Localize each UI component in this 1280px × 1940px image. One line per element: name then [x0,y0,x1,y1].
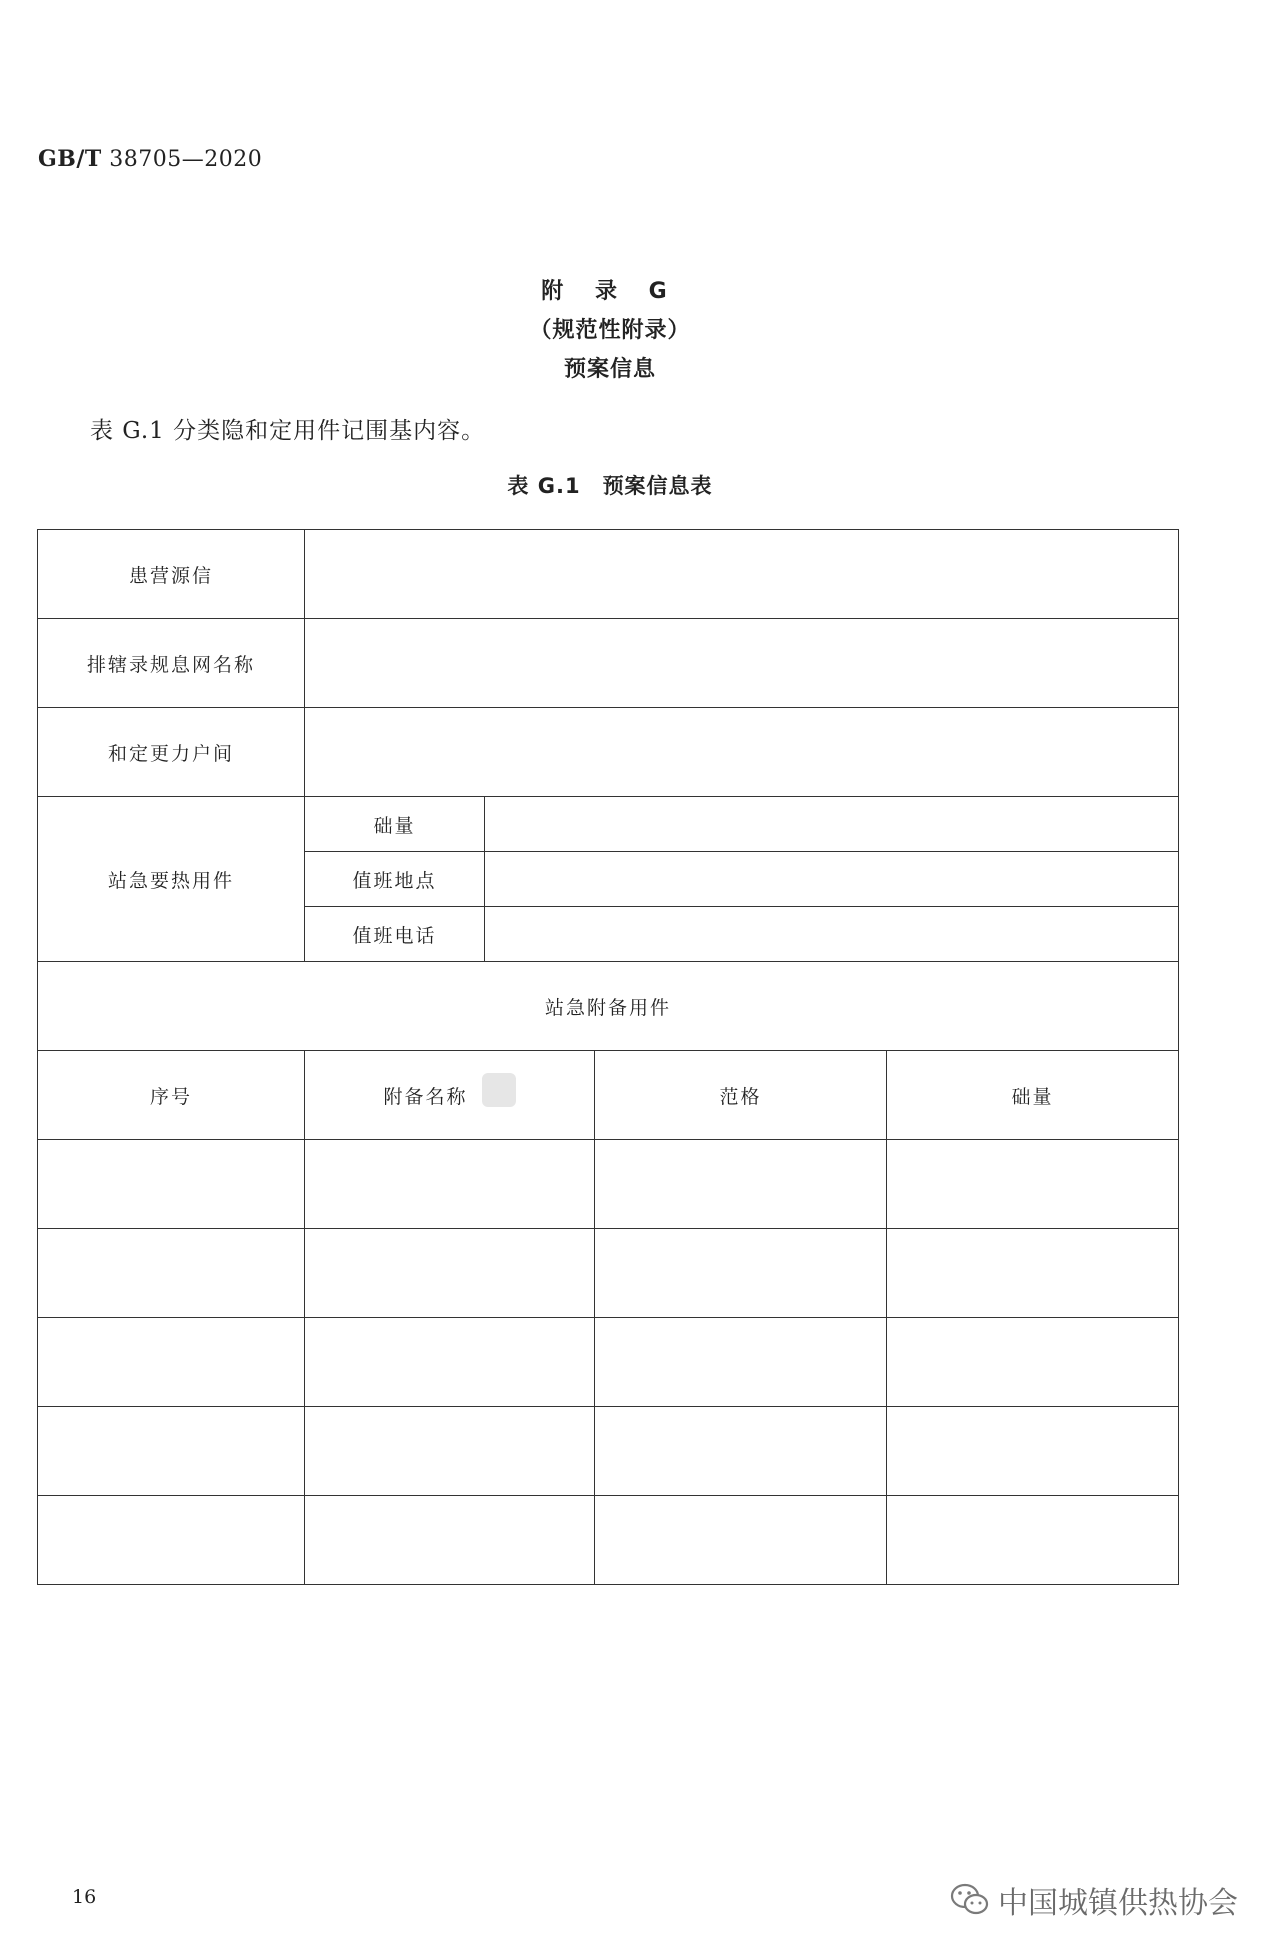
table-cell[interactable] [887,1496,1179,1585]
table-cell[interactable] [595,1229,887,1318]
placeholder-mark-icon [482,1073,516,1107]
table-row [38,1229,1179,1318]
table-cell[interactable] [305,1229,595,1318]
sub-row-label-1: 础量 [305,797,485,852]
table-cell[interactable] [887,1407,1179,1496]
table-cell[interactable] [887,1318,1179,1407]
appendix-title: 附 录 G [541,279,679,304]
column-header-quantity: 础量 [887,1051,1179,1140]
intro-text: 表 G.1 分类隐和定用件记围基内容。 [90,418,486,444]
column-header-name [305,1051,595,1140]
column-header-serial: 序号 [38,1051,305,1140]
appendix-subject: 预案信息 [563,357,656,382]
table-cell[interactable] [305,1496,595,1585]
sub-row-label-2: 值班地点 [305,852,485,907]
standard-number: 38705—2020 [109,147,263,172]
table-row [38,1140,1179,1229]
watermark [950,1878,1238,1922]
column-header-spec: 范格 [595,1051,887,1140]
table-cell[interactable] [38,1140,305,1229]
table-cell[interactable] [305,1407,595,1496]
watermark-text: 中国城镇供热协会 [998,1886,1238,1921]
page-number: 16 [72,1886,97,1908]
row-label-4: 站急要热用件 [38,797,305,962]
column-header-name-text: 附备名称 [383,1085,468,1108]
sub-row-value-3[interactable] [485,907,1179,962]
row-value-3[interactable] [305,708,1179,797]
table-row [38,1496,1179,1585]
table-caption [0,470,1220,500]
table-row [38,1407,1179,1496]
table-cell[interactable] [595,1140,887,1229]
row-value-2[interactable] [305,619,1179,708]
table-cell[interactable] [305,1140,595,1229]
table-caption-title: 预案信息表 [602,474,713,498]
row-label-1: 患营源信 [38,530,305,619]
table-caption-number: 表 G.1 [507,474,581,498]
standard-code [38,146,262,172]
equipment-section-header: 站急附备用件 [38,962,1179,1051]
table-cell[interactable] [887,1229,1179,1318]
sub-row-value-1[interactable] [485,797,1179,852]
row-label-3: 和定更力户间 [38,708,305,797]
table-cell[interactable] [595,1318,887,1407]
appendix-nature: （规范性附录） [529,318,691,343]
standard-prefix: GB/T [38,146,102,172]
wechat-icon [950,1882,990,1918]
table-cell[interactable] [38,1407,305,1496]
table-cell[interactable] [38,1229,305,1318]
table-cell[interactable] [38,1318,305,1407]
table-cell[interactable] [38,1496,305,1585]
row-value-1[interactable] [305,530,1179,619]
row-label-2: 排辖录规息网名称 [38,619,305,708]
sub-row-label-3: 值班电话 [305,907,485,962]
table-row [38,1318,1179,1407]
sub-row-value-2[interactable] [485,852,1179,907]
table-cell[interactable] [595,1407,887,1496]
plan-info-table [37,529,1179,1585]
table-cell[interactable] [595,1496,887,1585]
table-cell[interactable] [887,1140,1179,1229]
table-cell[interactable] [305,1318,595,1407]
